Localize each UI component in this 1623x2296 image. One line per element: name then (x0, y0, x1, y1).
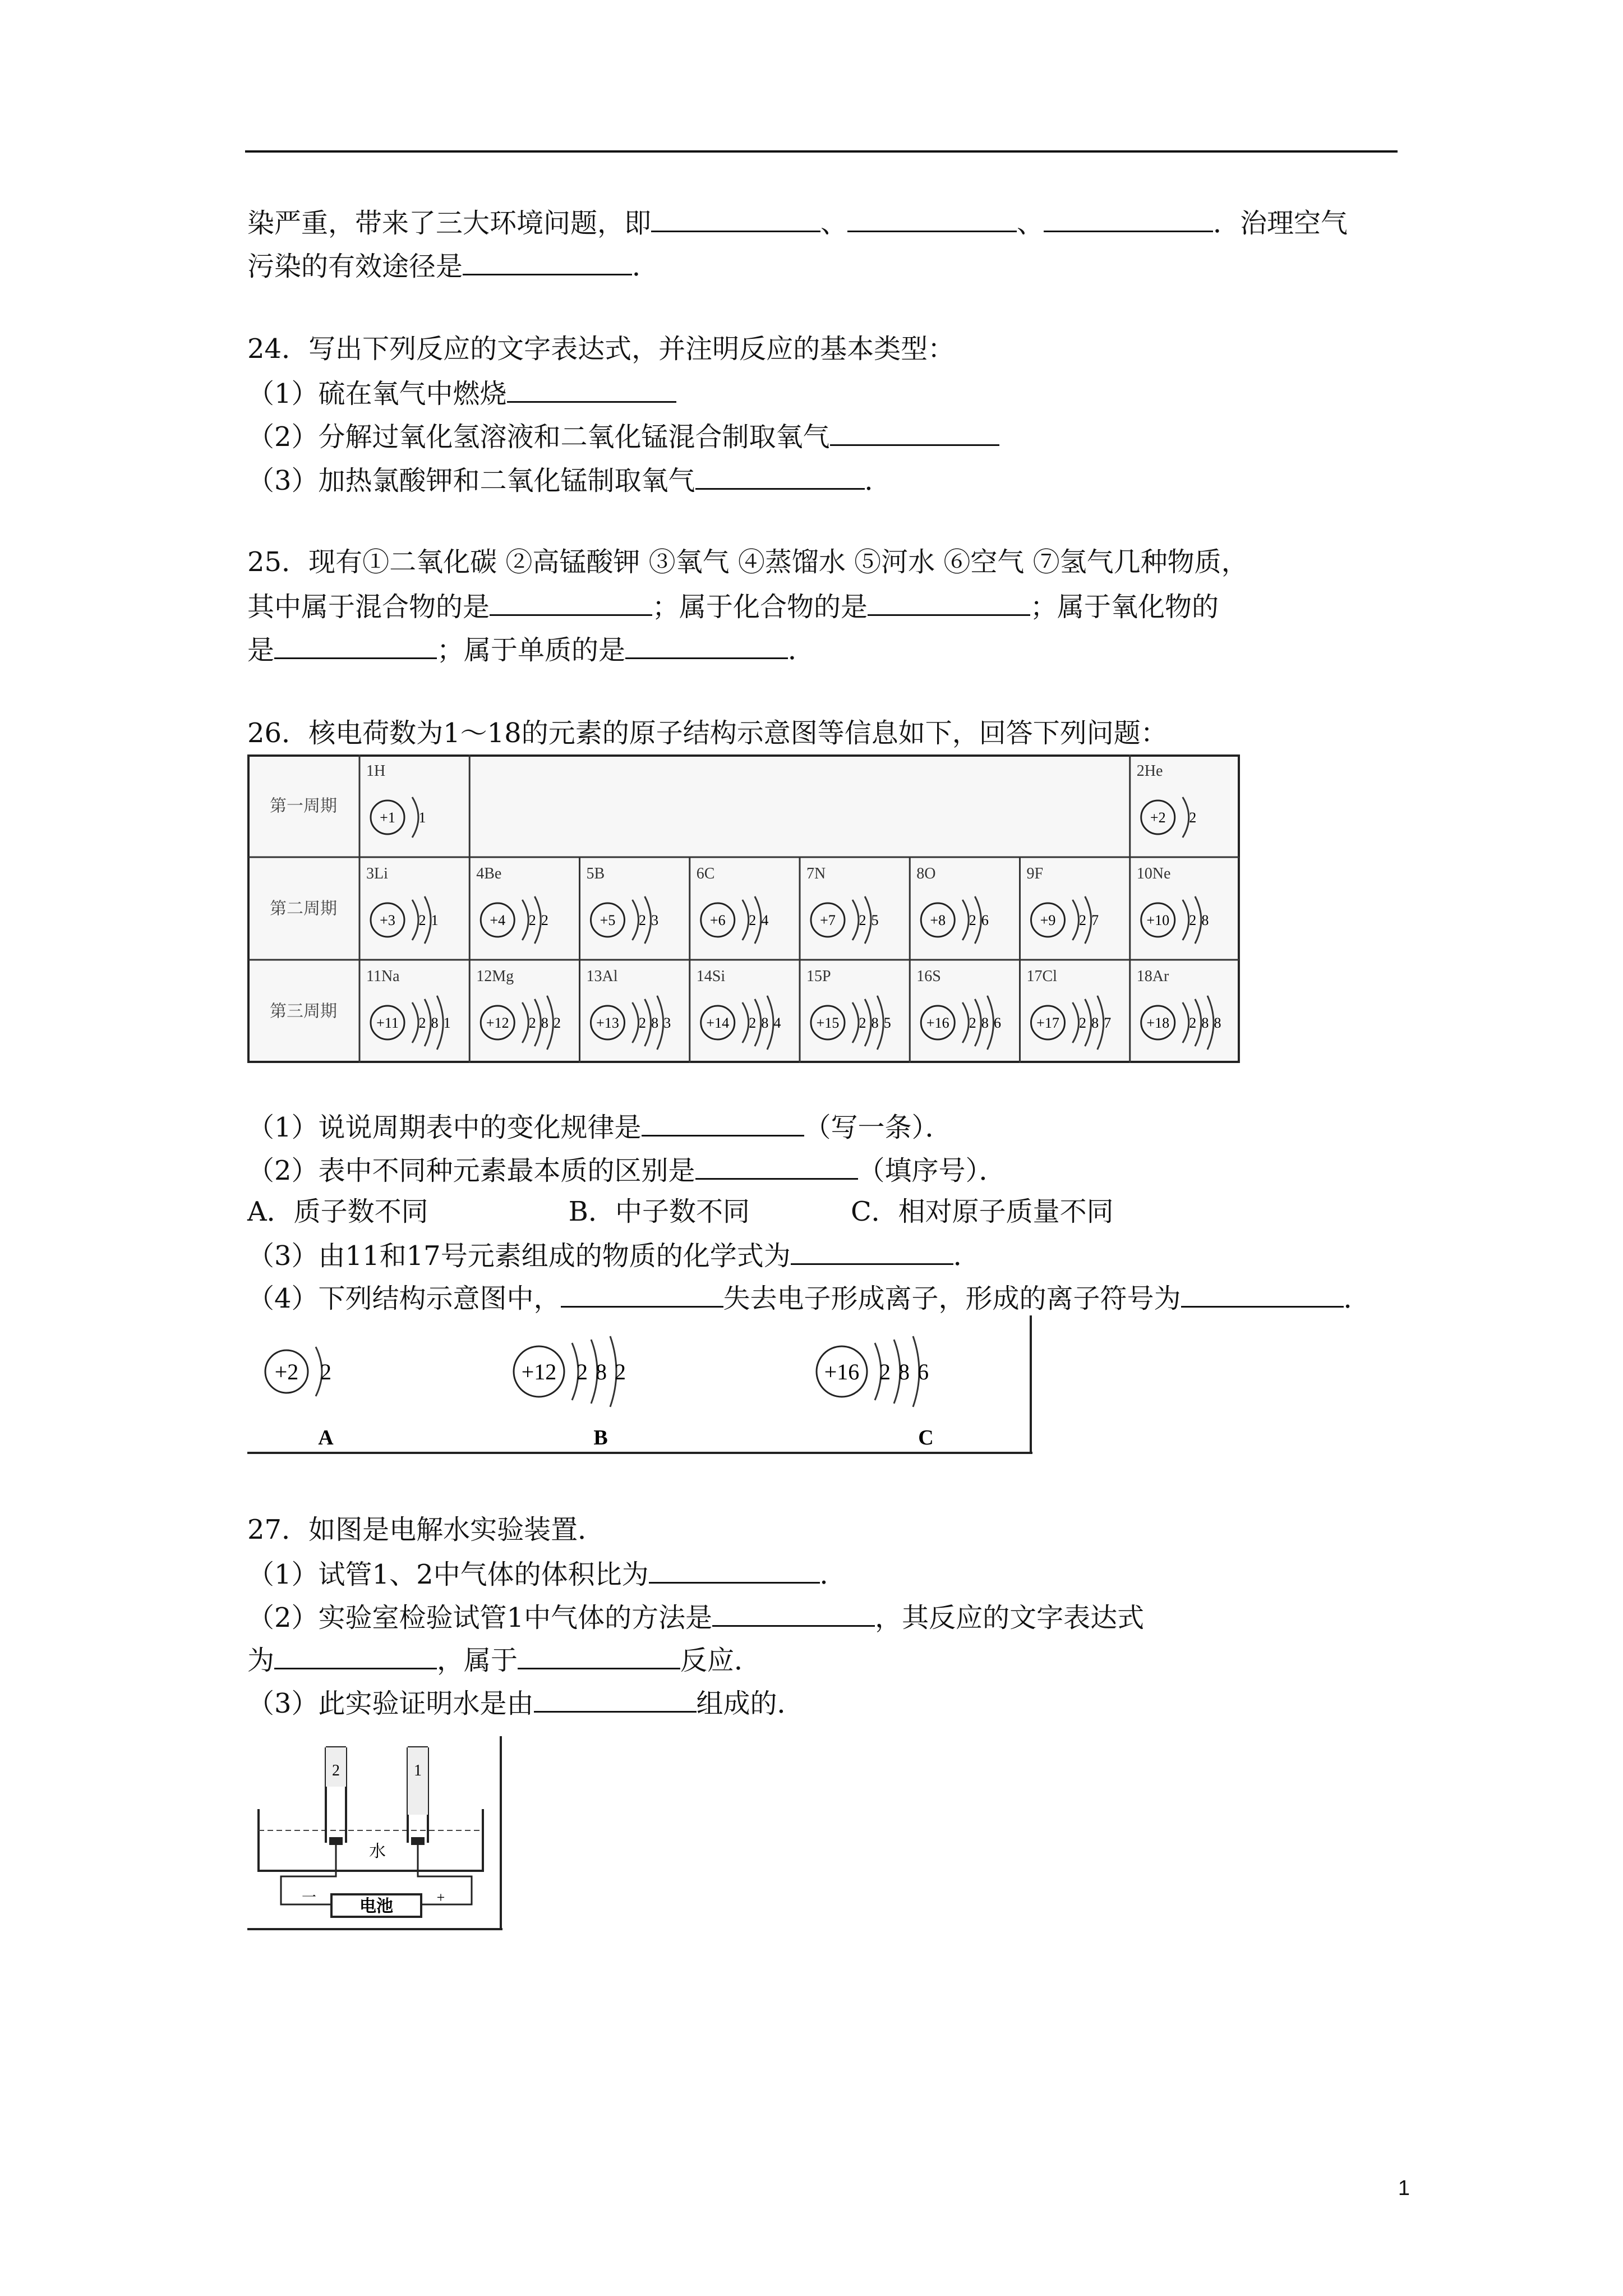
shell-electron-count: 5 (883, 1015, 891, 1032)
nucleus-charge: +4 (490, 912, 506, 929)
element-label: 8O (916, 865, 936, 882)
atom-diagrams-figure (247, 1315, 1032, 1456)
element-label: 18Ar (1136, 968, 1169, 985)
nucleus-charge: +5 (600, 912, 616, 929)
q25-line-3: 是 ；属于单质的是 ． (247, 631, 815, 668)
q26-sub2: （2）表中不同种元素最本质的区别是 （填序号）． (247, 1151, 1006, 1189)
answer-blank[interactable] (518, 1641, 680, 1669)
shell-electron-count: 7 (1104, 1015, 1112, 1032)
atom-structure-diagram (265, 1347, 331, 1396)
shell-electron-count: 2 (553, 1015, 561, 1032)
answer-blank[interactable] (695, 461, 865, 490)
element-label: 15P (806, 968, 831, 985)
shell-electron-count: 1 (431, 912, 439, 929)
element-label: 17Cl (1026, 968, 1057, 985)
element-label: 2He (1136, 762, 1163, 780)
shell-electron-count: 2 (639, 912, 646, 929)
answer-blank[interactable] (712, 1598, 875, 1627)
nucleus-charge: +2 (274, 1359, 299, 1384)
shell-electron-count: 7 (1091, 912, 1099, 929)
battery-plus: + (436, 1889, 445, 1906)
q24-item-2: （2）分解过氧化氢溶液和二氧化锰混合制取氧气 (247, 417, 999, 455)
shell-electron-count: 2 (528, 1015, 536, 1032)
q26-sub1: （1）说说周期表中的变化规律是 （写一条）． (247, 1108, 952, 1145)
element-label: 9F (1026, 865, 1044, 882)
battery-minus: 一 (301, 1889, 317, 1906)
nucleus-charge: +3 (380, 912, 395, 929)
nucleus-charge: +13 (596, 1015, 619, 1032)
answer-blank[interactable] (695, 1151, 858, 1180)
shell-electron-count: 2 (1079, 1015, 1086, 1032)
q24-item-3: （3）加热氯酸钾和二氧化锰制取氧气 ． (247, 461, 892, 499)
element-label: 12Mg (476, 968, 514, 985)
shell-electron-count: 6 (917, 1359, 929, 1384)
shell-electron-count: 8 (981, 1015, 989, 1032)
shell-electron-count: 8 (898, 1359, 910, 1384)
option-c[interactable]: C．相对原子质量不同 (850, 1196, 1114, 1227)
q27-sub2: （2）实验室检验试管1中气体的方法是 ，其反应的文字表达式 (247, 1598, 1144, 1636)
periodic-table-figure (247, 754, 1240, 1063)
nucleus-charge: +1 (380, 809, 395, 826)
shell-electron-count: 2 (320, 1359, 331, 1384)
nucleus-charge: +15 (816, 1015, 840, 1032)
shell-electron-count: 2 (1189, 809, 1197, 826)
electrode-right (411, 1837, 425, 1845)
shell-electron-count: 3 (651, 912, 659, 929)
water-trough (259, 1809, 483, 1871)
nucleus-charge: +9 (1040, 912, 1056, 929)
shell-electron-count: 2 (1079, 912, 1086, 929)
answer-blank[interactable] (490, 587, 652, 616)
q25-stem: 25．现有①二氧化碳 ②高锰酸钾 ③氧气 ④蒸馏水 ⑤河水 ⑥空气 ⑦氢气几种物质， (247, 546, 1248, 578)
q27-sub3: （3）此实验证明水是由 组成的． (247, 1684, 804, 1722)
nucleus-charge: +7 (820, 912, 836, 929)
answer-blank[interactable] (847, 204, 1017, 232)
option-a[interactable]: A．质子数不同 (247, 1196, 428, 1227)
q27-stem: 27．如图是电解水实验装置． (247, 1514, 605, 1545)
shell-electron-count: 1 (443, 1015, 451, 1032)
period-label: 第一周期 (270, 797, 337, 816)
q24-item-1: （1）硫在氧气中燃烧 (247, 374, 676, 412)
shell-electron-count: 8 (596, 1359, 607, 1384)
gas-right (408, 1747, 428, 1815)
option-b[interactable]: B．中子数不同 (568, 1196, 750, 1227)
diagram-letter: A (318, 1426, 334, 1450)
q24-stem: 24．写出下列反应的文字表达式，并注明反应的基本类型： (247, 333, 955, 365)
shell-electron-count: 2 (969, 912, 976, 929)
period-label: 第二周期 (270, 899, 337, 918)
shell-electron-count: 1 (418, 809, 426, 826)
shell-electron-count: 8 (1201, 1015, 1209, 1032)
answer-blank[interactable] (830, 417, 999, 446)
shell-electron-count: 5 (871, 912, 879, 929)
battery-label: 电池 (359, 1897, 393, 1916)
shell-electron-count: 8 (651, 1015, 659, 1032)
shell-electron-count: 2 (1189, 1015, 1197, 1032)
shell-electron-count: 2 (418, 912, 426, 929)
answer-blank[interactable] (561, 1279, 723, 1308)
shell-electron-count: 2 (859, 912, 866, 929)
shell-electron-count: 3 (663, 1015, 671, 1032)
page-number: 1 (1398, 2177, 1410, 2200)
nucleus-charge: +10 (1146, 912, 1170, 929)
element-label: 14Si (696, 968, 726, 985)
answer-blank[interactable] (1181, 1279, 1344, 1308)
shell-electron-count: 4 (773, 1015, 781, 1032)
q26-sub3: （3）由11和17号元素组成的物质的化学式为 ． (247, 1236, 980, 1274)
nucleus-charge: +6 (709, 912, 726, 929)
intro-line-2: 污染的有效途径是 ． (247, 247, 659, 284)
answer-blank[interactable] (274, 631, 437, 659)
element-label: 13Al (586, 968, 618, 985)
shell-electron-count: 6 (981, 912, 989, 929)
shell-electron-count: 2 (418, 1015, 426, 1032)
shell-electron-count: 2 (749, 1015, 757, 1032)
shell-electron-count: 2 (615, 1359, 626, 1384)
shell-electron-count: 8 (431, 1015, 439, 1032)
shell-electron-count: 2 (1189, 912, 1197, 929)
element-label: 5B (586, 865, 605, 882)
answer-blank[interactable] (274, 1641, 437, 1669)
shell-electron-count: 8 (871, 1015, 879, 1032)
tube-left-label: 2 (332, 1762, 340, 1779)
water-label: 水 (369, 1842, 386, 1861)
answer-blank[interactable] (534, 1684, 697, 1713)
shell-electron-count: 2 (879, 1359, 891, 1384)
electrode-left (329, 1837, 343, 1845)
element-label: 16S (916, 968, 941, 985)
element-label: 7N (806, 865, 826, 882)
element-label: 1H (366, 762, 386, 780)
q26-options (247, 1194, 1114, 1230)
nucleus-charge: +8 (930, 912, 946, 929)
element-label: 4Be (476, 865, 502, 882)
shell-electron-count: 2 (969, 1015, 976, 1032)
nucleus-charge: +16 (824, 1359, 860, 1384)
atom-structure-diagram (514, 1336, 626, 1407)
shell-electron-count: 2 (528, 912, 536, 929)
electrolysis-apparatus-figure (247, 1736, 505, 1932)
shell-electron-count: 6 (993, 1015, 1001, 1032)
nucleus-charge: +11 (376, 1015, 399, 1032)
nucleus-charge: +17 (1036, 1015, 1059, 1032)
header-rule (245, 150, 1398, 153)
shell-electron-count: 2 (859, 1015, 866, 1032)
atom-structure-diagram (817, 1336, 929, 1407)
answer-blank[interactable] (649, 1555, 820, 1584)
element-label: 10Ne (1136, 865, 1171, 882)
shell-electron-count: 8 (761, 1015, 769, 1032)
shell-electron-count: 2 (749, 912, 757, 929)
nucleus-charge: +2 (1150, 809, 1166, 826)
shell-electron-count: 8 (1091, 1015, 1099, 1032)
shell-electron-count: 2 (541, 912, 548, 929)
tube-right-label: 1 (414, 1762, 422, 1779)
answer-blank[interactable] (1044, 204, 1213, 232)
answer-blank[interactable] (868, 587, 1030, 616)
shell-electron-count: 8 (1214, 1015, 1221, 1032)
answer-blank[interactable] (642, 1108, 804, 1137)
element-label: 11Na (366, 968, 400, 985)
answer-blank[interactable] (651, 204, 820, 232)
intro-line-1: 染严重，带来了三大环境问题，即 、 、 ．治理空气 (247, 204, 1348, 241)
shell-electron-count: 2 (577, 1359, 588, 1384)
q27-sub1: （1）试管1、2中气体的体积比为 ． (247, 1555, 847, 1593)
answer-blank[interactable] (791, 1236, 953, 1265)
diagram-letter: B (593, 1426, 608, 1450)
nucleus-charge: +12 (486, 1015, 509, 1032)
shell-electron-count: 2 (639, 1015, 646, 1032)
nucleus-charge: +18 (1146, 1015, 1170, 1032)
q25-line-2: 其中属于混合物的是 ；属于化合物的是 ；属于氧化物的 (247, 587, 1219, 625)
q26-sub4: （4）下列结构示意图中， 失去电子形成离子，形成的离子符号为 ． (247, 1279, 1371, 1317)
diagram-letter: C (918, 1426, 934, 1450)
period-label: 第三周期 (270, 1002, 337, 1021)
nucleus-charge: +16 (926, 1015, 949, 1032)
q27-sub2-cont: 为 ，属于 反应． (247, 1641, 761, 1678)
answer-blank[interactable] (507, 374, 676, 403)
shell-electron-count: 4 (761, 912, 769, 929)
element-label: 3Li (366, 865, 388, 882)
element-label: 6C (696, 865, 715, 882)
q26-stem: 26．核电荷数为1～18的元素的原子结构示意图等信息如下，回答下列问题： (247, 717, 1168, 749)
shell-electron-count: 8 (1201, 912, 1209, 929)
answer-blank[interactable] (625, 631, 788, 659)
nucleus-charge: +12 (521, 1359, 557, 1384)
shell-electron-count: 8 (541, 1015, 548, 1032)
answer-blank[interactable] (463, 247, 632, 275)
nucleus-charge: +14 (706, 1015, 730, 1032)
